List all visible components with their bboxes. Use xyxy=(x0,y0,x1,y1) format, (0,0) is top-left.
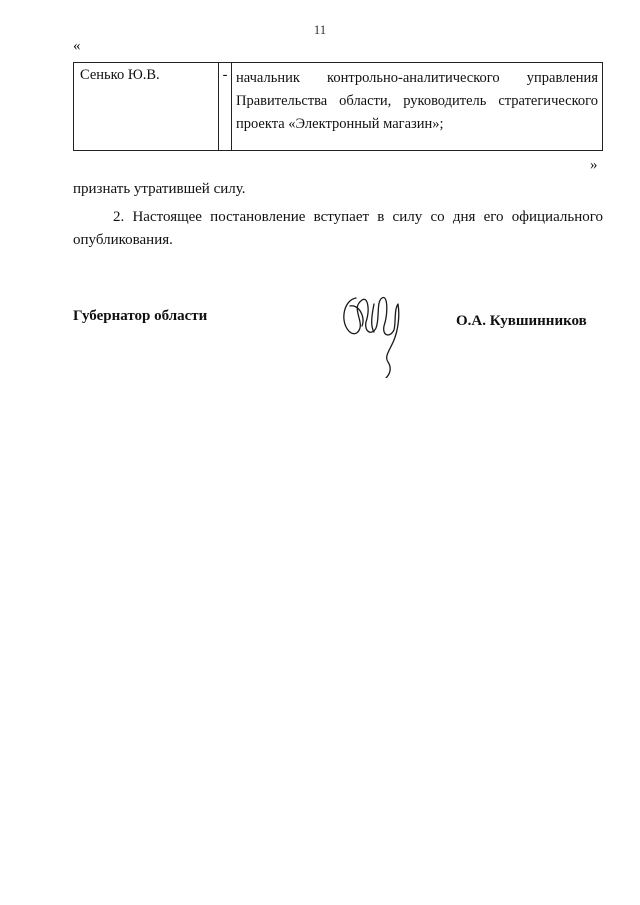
opening-quote-mark: « xyxy=(73,38,81,54)
page-number: 11 xyxy=(313,22,327,37)
signer-name: О.А. Кувшинников xyxy=(456,313,587,329)
repeal-statement: признать утратившей силу. xyxy=(73,181,246,197)
paragraph-effective-date: 2. Настоящее постановление вступает в силу со дня его официального опубликования. xyxy=(73,209,603,248)
table-cell-dash: - xyxy=(219,63,232,150)
closing-quote-mark: » xyxy=(590,157,598,173)
excerpt-table xyxy=(73,62,603,151)
signer-title: Губернатор области xyxy=(73,308,208,324)
table-cell-name: Сенько Ю.В. xyxy=(74,63,219,150)
table-cell-position xyxy=(232,63,602,150)
position-text: начальник контрольно-аналитического управления Правительства области, руководитель стратегического проекта «Электронный магазин»; xyxy=(236,70,598,132)
handwritten-signature xyxy=(336,286,416,378)
